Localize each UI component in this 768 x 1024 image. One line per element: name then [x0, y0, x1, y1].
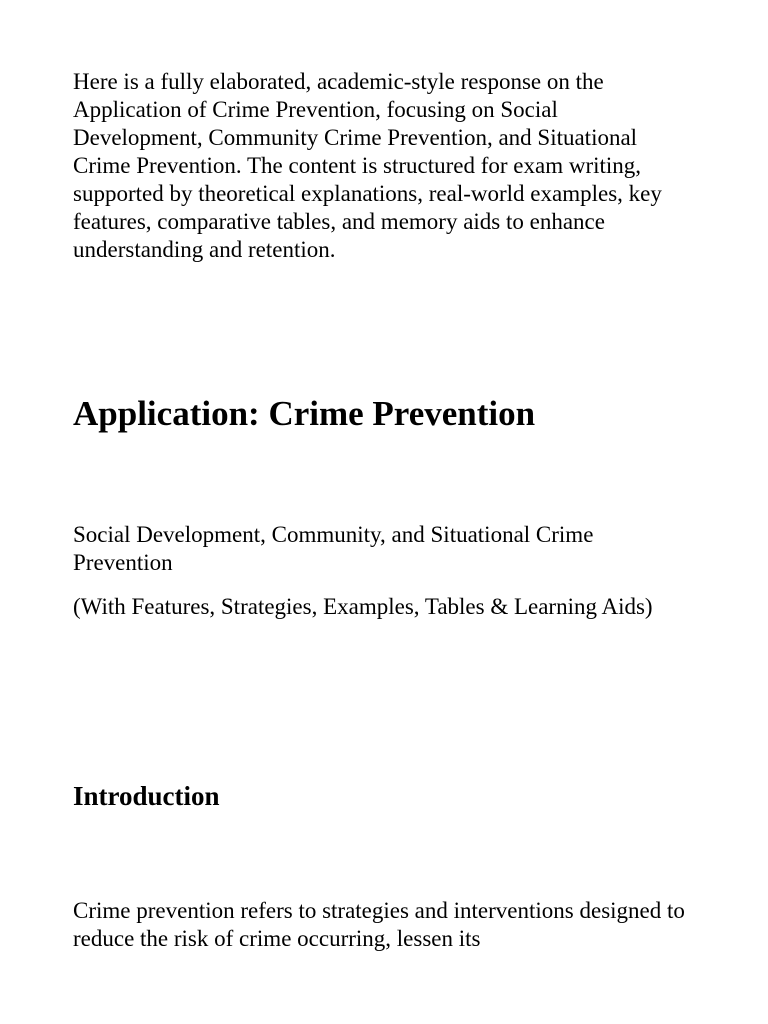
section-heading-introduction: Introduction [73, 781, 220, 811]
subtitle-note: (With Features, Strategies, Examples, Tables & Learning Aids) [73, 594, 653, 619]
introduction-body: Crime prevention refers to strategies and interventions designed to reduce the risk of crime occurring, lessen its [73, 898, 685, 951]
subtitle: Social Development, Community, and Situational Crime Prevention [73, 522, 594, 575]
page-title: Application: Crime Prevention [73, 394, 536, 433]
intro-paragraph: Here is a fully elaborated, academic-style response on the Application of Crime Prevention, focusing on Social Development, Community Crime Prevention, and Situational Crime Prevention. The content is structured for exam writing, supported by theoretical explanations, real-world examples, key features, comparative tables, and memory aids to enhance understanding and retention. [73, 69, 662, 262]
